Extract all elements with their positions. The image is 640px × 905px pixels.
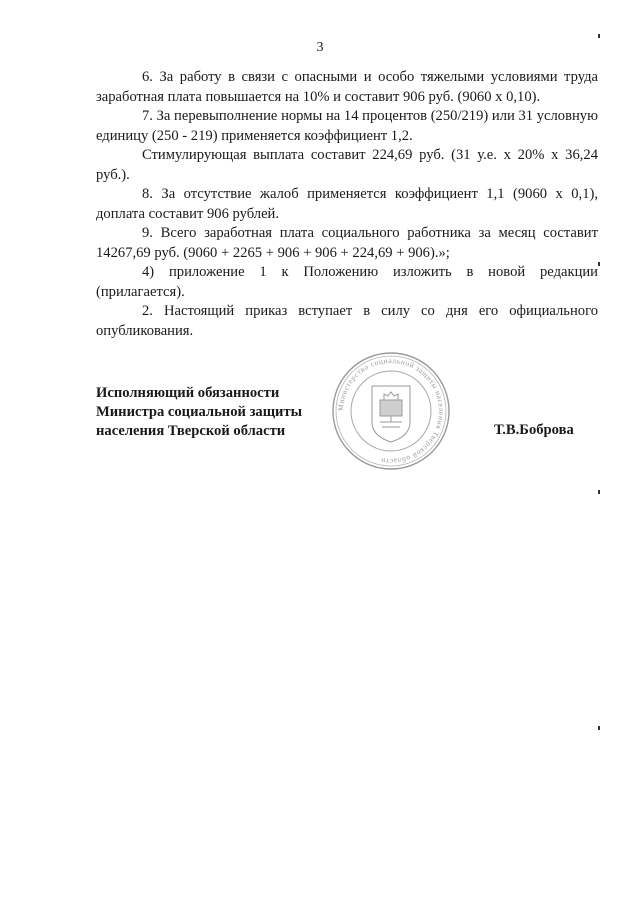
paragraph-item-6: 6. За работу в связи с опасными и особо тяжелыми условиями труда заработная плата повышается на 10% и составит 906 руб. (9060 x 0,10).	[96, 69, 598, 105]
paragraph-item-8: 8. За отсутствие жалоб применяется коэффициент 1,1 (9060 x 0,1), доплата составит 906 рублей.	[96, 186, 598, 222]
coat-of-arms-icon	[372, 386, 410, 442]
paragraph-effective-date: 2. Настоящий приказ вступает в силу со дня его официального опубликования.	[96, 303, 598, 339]
signature-title	[96, 384, 302, 441]
scan-mark	[598, 726, 600, 730]
document-body	[96, 68, 598, 341]
seal-text: Министерство социальной защиты населения Тверской области	[335, 355, 447, 467]
scan-mark	[598, 262, 600, 266]
signature-title-line-2: Министра социальной защиты	[96, 404, 303, 420]
signer-name: Т.В.Боброва	[494, 422, 574, 438]
paragraph-appendix: 4) приложение 1 к Положению изложить в новой редакции (прилагается).	[96, 264, 598, 300]
official-seal-icon	[330, 350, 452, 472]
signature-title-line-3: населения Тверской области	[96, 423, 286, 439]
scan-mark	[598, 490, 600, 494]
signature-title-line-1: Исполняющий обязанности	[96, 385, 280, 401]
paragraph-item-7: 7. За перевыполнение нормы на 14 процентов (250/219) или 31 условную единицу (250 - 219) применяется коэффициент 1,2.	[96, 108, 598, 144]
paragraph-incentive: Стимулирующая выплата составит 224,69 руб. (31 у.е. x 20% x 36,24 руб.).	[96, 147, 598, 183]
scan-mark	[598, 34, 600, 38]
page-number: 3	[316, 40, 324, 55]
paragraph-item-9: 9. Всего заработная плата социального работника за месяц составит 14267,69 руб. (9060 + 2265 + 906 + 906 + 224,69 + 906).»;	[96, 225, 598, 261]
